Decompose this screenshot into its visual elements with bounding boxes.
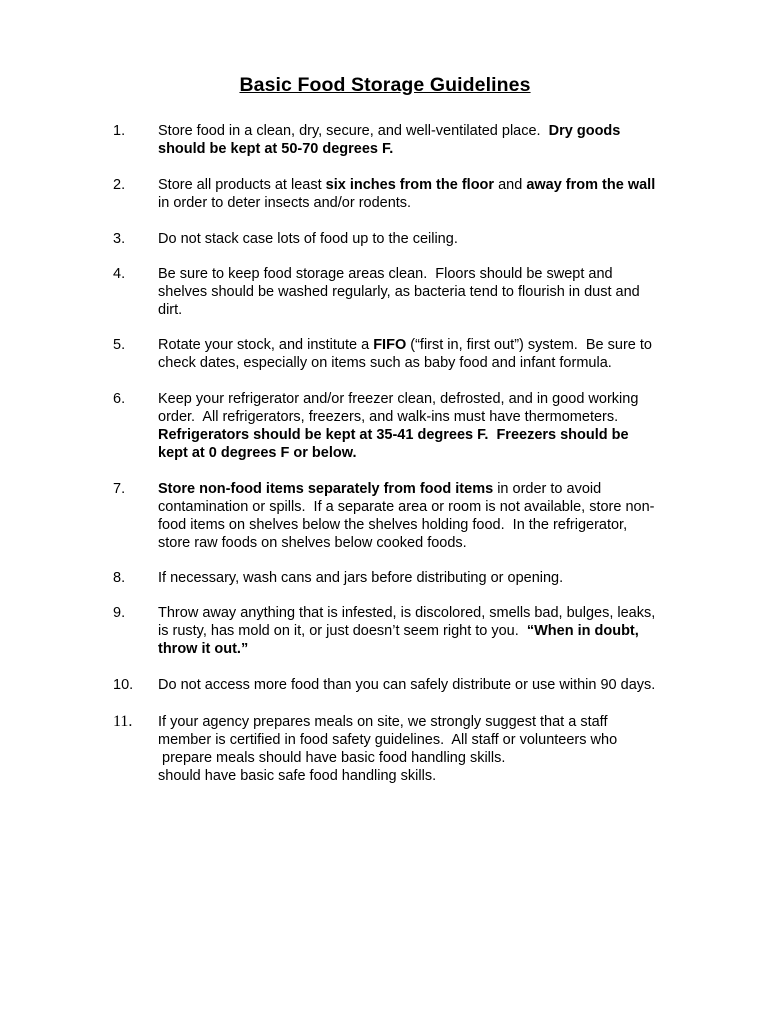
- text-run: in order to deter insects and/or rodents.: [158, 195, 412, 211]
- text-run: Do not access more food than you can safely distribute or use within 90 days.: [158, 677, 656, 693]
- text-run: If necessary, wash cans and jars before distributing or opening.: [158, 570, 564, 586]
- item-text: [158, 480, 698, 552]
- item-text-line: [158, 444, 698, 462]
- bold-text-run: kept at 0 degrees F or below.: [158, 445, 357, 461]
- item-text-line: [158, 230, 698, 248]
- text-run: prepare meals should have basic food handling skills.: [158, 750, 506, 766]
- text-run: and: [494, 177, 527, 193]
- item-text-line: [158, 534, 698, 552]
- item-text-line: [158, 767, 698, 785]
- item-text: [158, 230, 698, 248]
- item-text: [158, 122, 698, 158]
- bold-text-run: FIFO: [373, 337, 407, 353]
- item-number: 9.: [113, 605, 126, 621]
- bold-text-run: Refrigerators should be kept at 35-41 degrees F. Freezers should be: [158, 427, 629, 443]
- item-number: 7.: [113, 481, 126, 497]
- text-run: store raw foods on shelves below cooked foods.: [158, 535, 467, 551]
- page-title: Basic Food Storage Guidelines: [239, 74, 531, 96]
- item-text-line: [158, 731, 698, 749]
- item-text-line: [158, 265, 698, 283]
- item-number: 8.: [113, 570, 126, 586]
- item-text-line: [158, 390, 698, 408]
- bold-text-run: “When in doubt,: [526, 623, 639, 639]
- item-number: 5.: [113, 337, 126, 353]
- bold-text-run: Store non-food items separately from food items: [158, 481, 494, 497]
- item-text-line: [158, 749, 698, 767]
- item-text-line: [158, 569, 698, 587]
- bold-text-run: Dry goods: [548, 123, 621, 139]
- item-number: 6.: [113, 391, 126, 407]
- text-run: should have basic safe food handling skills.: [158, 768, 437, 784]
- item-text-line: [158, 122, 698, 140]
- text-run: order. All refrigerators, freezers, and walk-ins must have thermometers.: [158, 409, 619, 425]
- item-text: [158, 713, 698, 785]
- item-text-line: [158, 301, 698, 319]
- item-text-line: [158, 622, 698, 640]
- item-number: 2.: [113, 177, 126, 193]
- item-text-line: [158, 408, 698, 426]
- item-text-line: [158, 604, 698, 622]
- text-run: Store food in a clean, dry, secure, and well-ventilated place.: [158, 123, 549, 139]
- item-number: 11.: [113, 713, 133, 730]
- item-number: 1.: [113, 123, 126, 139]
- text-run: (“first in, first out”) system. Be sure to: [406, 337, 652, 353]
- bold-text-run: six inches from the floor: [325, 177, 495, 193]
- item-text-line: [158, 194, 698, 212]
- item-text-line: [158, 676, 698, 694]
- text-run: food items on shelves below the shelves holding food. In the refrigerator,: [158, 517, 628, 533]
- item-text-line: [158, 516, 698, 534]
- text-run: dirt.: [158, 302, 183, 318]
- item-text-line: [158, 283, 698, 301]
- item-text-line: [158, 426, 698, 444]
- text-run: contamination or spills. If a separate area or room is not available, store non-: [158, 499, 655, 515]
- item-number: 3.: [113, 231, 126, 247]
- item-text: [158, 604, 698, 658]
- item-text: [158, 176, 698, 212]
- text-run: Be sure to keep food storage areas clean. Floors should be swept and: [158, 266, 613, 282]
- text-run: If your agency prepares meals on site, we strongly suggest that a staff: [158, 714, 608, 730]
- text-run: Do not stack case lots of food up to the ceiling.: [158, 231, 458, 247]
- item-text-line: [158, 640, 698, 658]
- text-run: in order to avoid: [493, 481, 602, 497]
- item-text: [158, 569, 698, 587]
- item-number: 10.: [113, 677, 134, 693]
- text-run: check dates, especially on items such as baby food and infant formula.: [158, 355, 612, 371]
- text-run: Rotate your stock, and institute a: [158, 337, 374, 353]
- item-text-line: [158, 140, 698, 158]
- text-run: Keep your refrigerator and/or freezer clean, defrosted, and in good working: [158, 391, 639, 407]
- item-text-line: [158, 480, 698, 498]
- item-text-line: [158, 713, 698, 731]
- text-run: shelves should be washed regularly, as bacteria tend to flourish in dust and: [158, 284, 640, 300]
- item-text: [158, 265, 698, 319]
- item-text-line: [158, 176, 698, 194]
- text-run: member is certified in food safety guidelines. All staff or volunteers who: [158, 732, 618, 748]
- item-text-line: [158, 336, 698, 354]
- text-run: Throw away anything that is infested, is discolored, smells bad, bulges, leaks,: [158, 605, 656, 621]
- item-text: [158, 336, 698, 372]
- item-text: [158, 390, 698, 462]
- text-run: is rusty, has mold on it, or just doesn’t seem right to you.: [158, 623, 527, 639]
- item-number: 4.: [113, 266, 126, 282]
- item-text: [158, 676, 698, 694]
- bold-text-run: throw it out.”: [158, 641, 249, 657]
- bold-text-run: away from the wall: [526, 177, 656, 193]
- item-text-line: [158, 498, 698, 516]
- item-text-line: [158, 354, 698, 372]
- bold-text-run: should be kept at 50-70 degrees F.: [158, 141, 394, 157]
- text-run: Store all products at least: [158, 177, 326, 193]
